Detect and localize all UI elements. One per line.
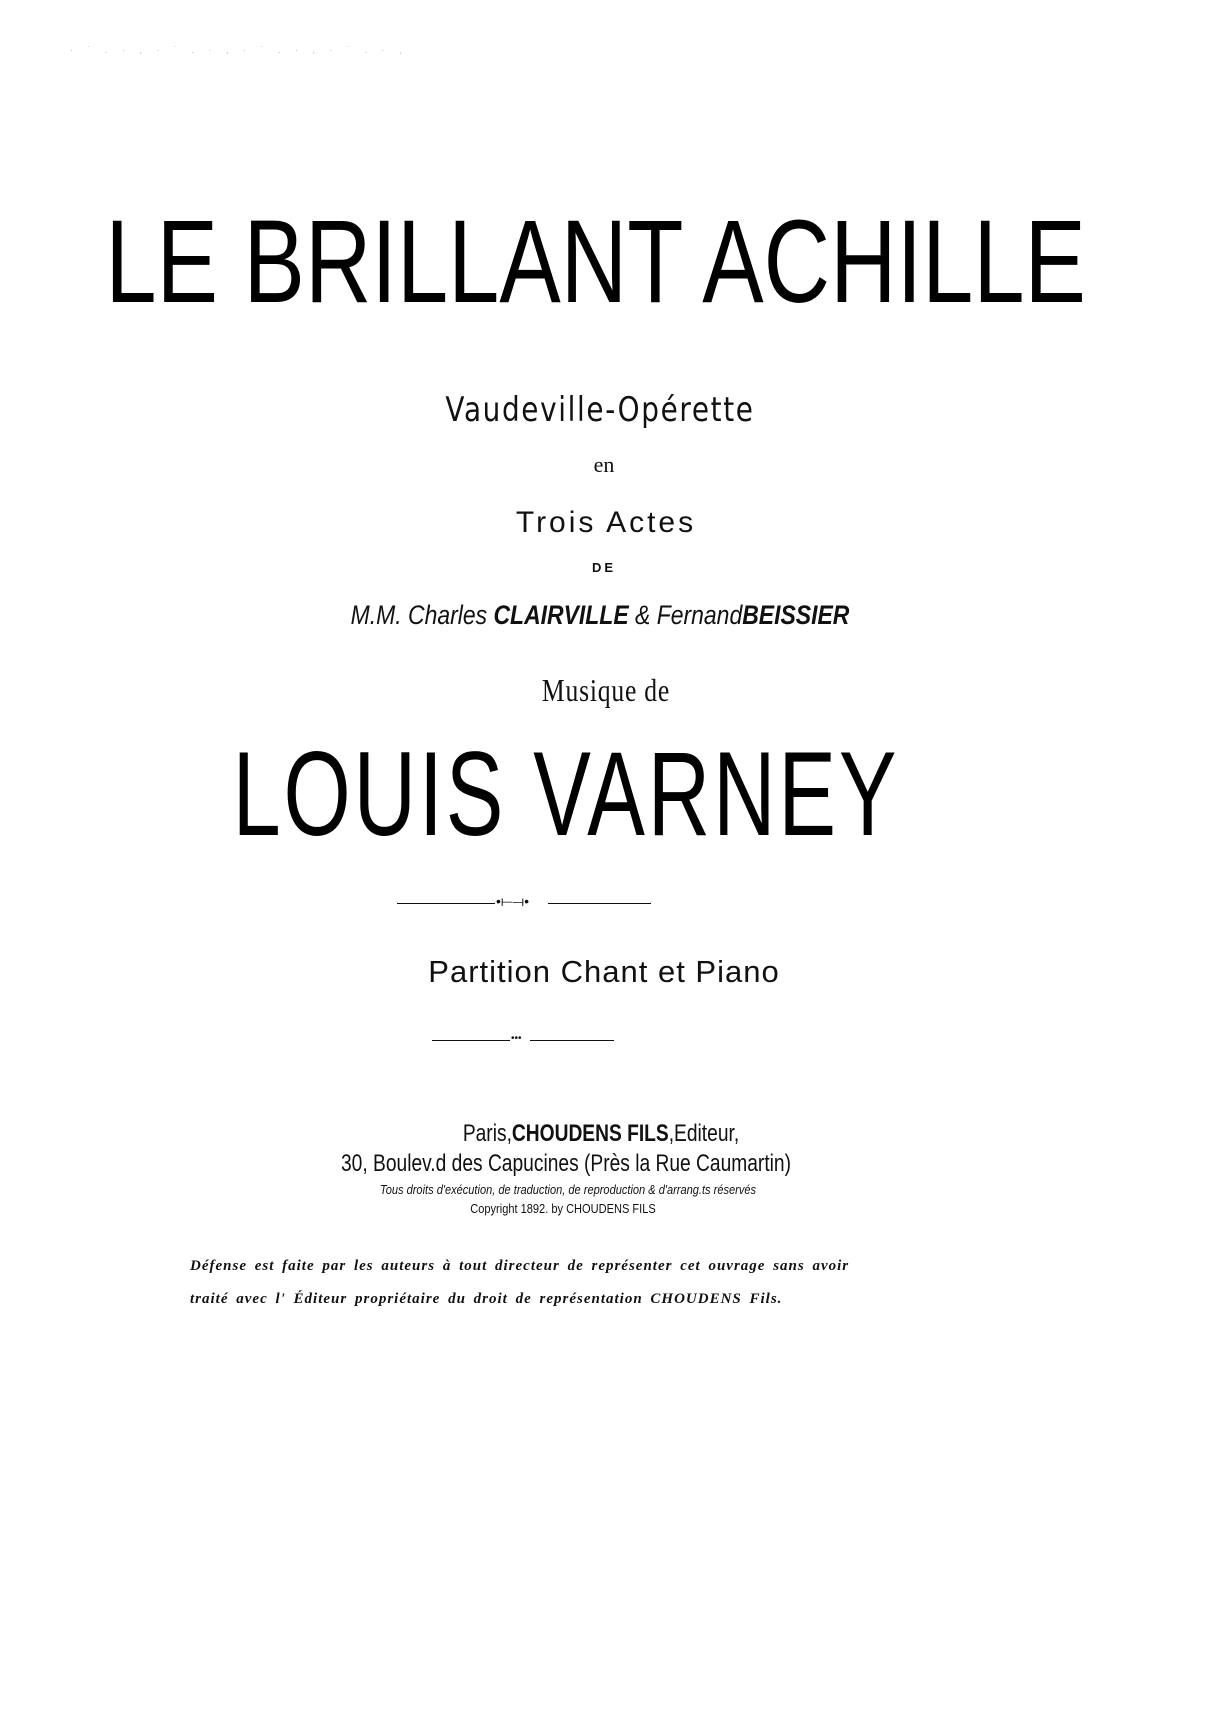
publisher-address: 30, Boulev.d des Capucines (Près la Rue Caumartin) — [341, 1150, 791, 1177]
divider-ornament-icon: •⟝⟞• — [496, 893, 530, 909]
page-title: LE BRILLANT ACHILLE — [105, 196, 1086, 328]
divider-upper-right — [548, 903, 651, 904]
scan-specks: · ˙ . · , · ˙ . · , · ˙ . · , · ˙ . · , — [70, 45, 408, 55]
author-beissier: BEISSIER — [742, 600, 850, 630]
score-type-line: Partition Chant et Piano — [428, 954, 780, 989]
publisher-line — [115, 1120, 1088, 1148]
publisher-name: CHOUDENS FILS — [511, 1120, 669, 1147]
copyright-line: Copyright 1892. by CHOUDENS FILS — [470, 1201, 656, 1216]
publisher-city: Paris, — [462, 1120, 512, 1147]
connector-en: en — [593, 452, 615, 477]
music-by-line: Musique de — [541, 672, 671, 708]
connector-de: DE — [591, 560, 617, 575]
divider-lower-right — [530, 1040, 614, 1041]
authors-ampersand: & — [635, 600, 651, 630]
composer-name: LOUIS VARNEY — [232, 727, 900, 861]
divider-upper-left — [397, 903, 495, 904]
authors-prefix: M.M. Charles — [350, 600, 488, 630]
rights-reserved: Tous droits d'exécution, de traduction, de reproduction & d'arrang.ts réservés — [379, 1182, 757, 1197]
legal-notice: Défense est faite par les auteurs à tout directeur de représenter cet ouvrage sans avoir traité avec l' Éditeur propriétaire du droit de représentation CHOUDENS Fils. — [190, 1258, 850, 1307]
divider-lower-ornament-icon: ••• — [511, 1033, 522, 1044]
author-clairville: CLAIRVILLE — [493, 600, 629, 630]
genre-line: Vaudeville-Opérette — [445, 390, 755, 430]
publisher-role: ,Editeur, — [668, 1120, 740, 1147]
divider-lower-left — [432, 1040, 510, 1041]
authors-line — [83, 600, 1117, 631]
author2-firstname: Fernand — [656, 600, 743, 630]
acts-line: Trois Actes — [515, 506, 697, 539]
